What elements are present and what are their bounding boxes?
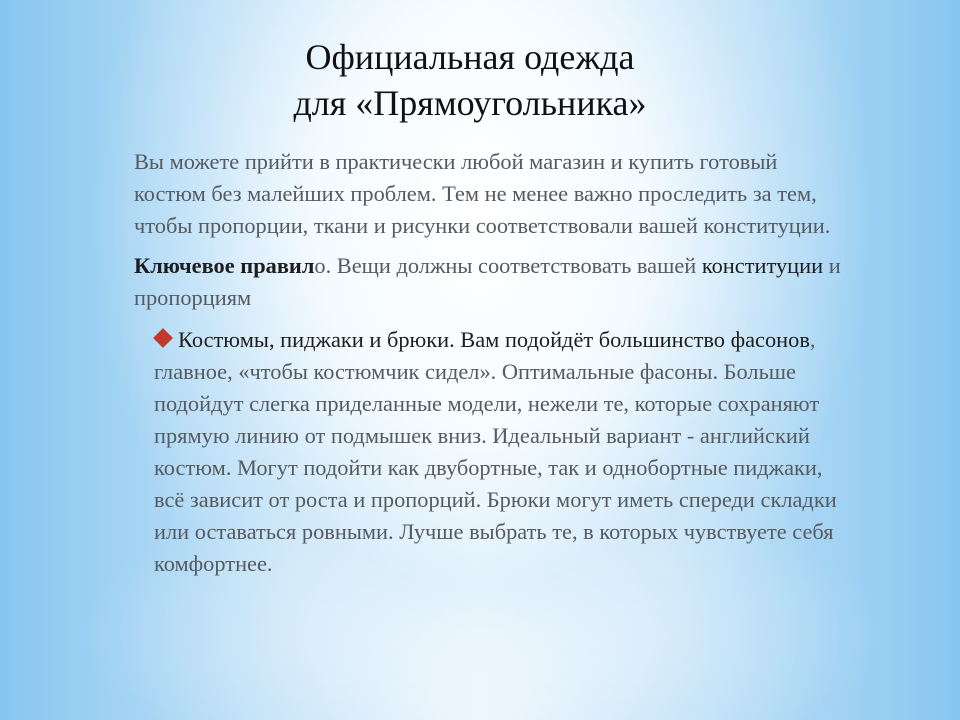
slide-title (200, 34, 740, 126)
slide-body (134, 146, 854, 580)
suits-bullet-text: , главное, «чтобы костюмчик сидел». Оптимальные фасоны. Больше подойдут слегка приделанные модели, нежели те, которые сохраняют прямую линию от подмышек вниз. Идеальный вариант - английский костюм. Могут подойти как двубортные, так и однобортные пиджаки, всё зависит от роста и пропорций. Брюки могут иметь спереди складки или оставаться ровными. Лучше выбрать те, в которых чувствуете себя комфортнее. (154, 327, 837, 576)
title-line-1: Официальная одежда (305, 37, 635, 77)
title-line-2: для «Прямоугольника» (293, 83, 647, 123)
key-rule-highlight: конституции (701, 253, 824, 278)
diamond-icon (153, 328, 173, 348)
key-rule-text: о. Вещи должны соответствовать вашей (314, 253, 702, 278)
key-rule-paragraph (134, 250, 854, 314)
key-rule-label: Ключевое правил (134, 253, 315, 278)
suits-bullet-lead: Костюмы, пиджаки и брюки. Вам подойдёт большинство фасонов (178, 327, 810, 352)
key-rule-tail: и пропорциям (134, 253, 841, 310)
intro-paragraph: Вы можете прийти в практически любой магазин и купить готовый костюм без малейших проблем. Тем не менее важно проследить за тем, чтобы пропорции, ткани и рисунки соответствовали вашей конституции. (134, 149, 831, 238)
suits-bullet (134, 324, 854, 580)
